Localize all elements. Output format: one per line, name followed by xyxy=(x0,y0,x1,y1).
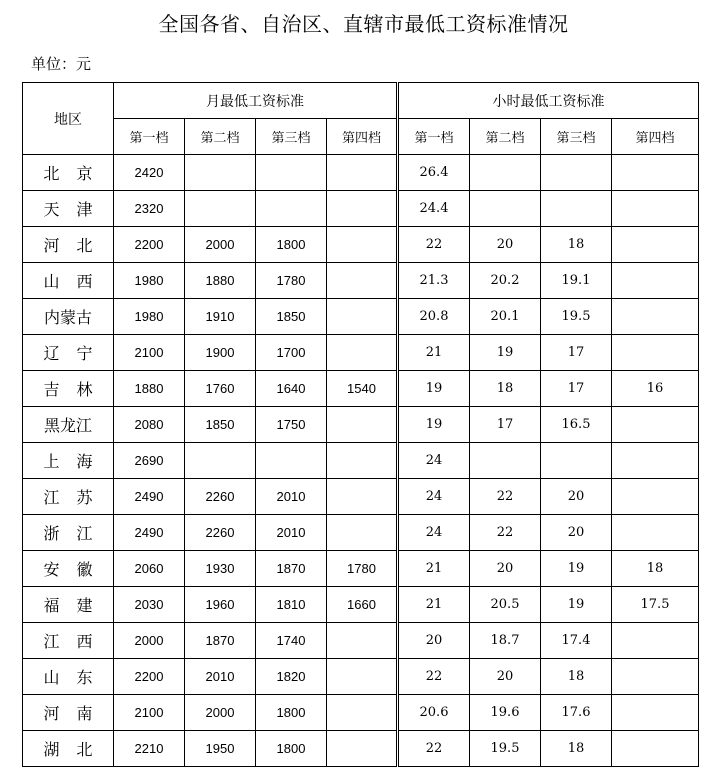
hourly-tier-2-cell: 18.7 xyxy=(470,623,541,659)
table-row xyxy=(23,371,699,407)
hourly-tier-4-cell xyxy=(612,731,699,767)
hourly-tier-3-cell: 17.6 xyxy=(541,695,612,731)
monthly-tier-4-cell xyxy=(327,335,398,371)
monthly-tier-3-cell: 1780 xyxy=(256,263,327,299)
hourly-tier-4-cell xyxy=(612,263,699,299)
hourly-tier-3-cell: 19.1 xyxy=(541,263,612,299)
hourly-tier-1-cell: 21 xyxy=(398,335,470,371)
region-name: 福建 xyxy=(43,596,110,615)
table-row xyxy=(23,191,699,227)
region-cell xyxy=(23,155,114,191)
monthly-tier-1-cell: 2490 xyxy=(114,515,185,551)
monthly-tier-3-cell: 2010 xyxy=(256,515,327,551)
monthly-tier-4-cell: 1660 xyxy=(327,587,398,623)
region-name: 山西 xyxy=(43,272,110,291)
monthly-tier-1-cell: 1980 xyxy=(114,263,185,299)
hourly-tier-3-cell: 20 xyxy=(541,479,612,515)
hourly-tier-2-cell xyxy=(470,155,541,191)
table-row xyxy=(23,263,699,299)
hourly-tier-3-cell: 18 xyxy=(541,731,612,767)
hourly-tier-1-cell: 19 xyxy=(398,407,470,443)
monthly-tier-1-cell: 2420 xyxy=(114,155,185,191)
region-cell xyxy=(23,623,114,659)
hourly-tier-3-cell: 20 xyxy=(541,515,612,551)
region-cell xyxy=(23,695,114,731)
hourly-tier-3-cell: 16.5 xyxy=(541,407,612,443)
region-name: 安徽 xyxy=(43,560,110,579)
region-cell xyxy=(23,515,114,551)
monthly-tier-1-cell: 2100 xyxy=(114,695,185,731)
monthly-tier-3-cell: 2010 xyxy=(256,479,327,515)
hourly-tier-1-cell: 20.6 xyxy=(398,695,470,731)
region-cell xyxy=(23,443,114,479)
hourly-tier-4-cell xyxy=(612,335,699,371)
monthly-tier-3-cell xyxy=(256,443,327,479)
hourly-tier-3-cell: 17.4 xyxy=(541,623,612,659)
hourly-tier-2-cell: 20.2 xyxy=(470,263,541,299)
table-body xyxy=(23,155,699,767)
monthly-tier-2-cell: 2260 xyxy=(185,515,256,551)
region-cell xyxy=(23,587,114,623)
table-row xyxy=(23,227,699,263)
monthly-tier-3-cell: 1800 xyxy=(256,695,327,731)
region-cell xyxy=(23,227,114,263)
region-name: 河北 xyxy=(43,236,110,255)
hourly-tier-4-cell xyxy=(612,407,699,443)
hourly-tier-4-cell xyxy=(612,695,699,731)
hourly-tier-4-cell xyxy=(612,623,699,659)
hourly-tier-1-cell: 24 xyxy=(398,515,470,551)
hourly-tier-2-cell xyxy=(470,443,541,479)
hourly-tier-4-cell: 17.5 xyxy=(612,587,699,623)
table-row xyxy=(23,659,699,695)
region-header: 地区 xyxy=(23,83,114,155)
table-row xyxy=(23,515,699,551)
region-cell xyxy=(23,371,114,407)
header-group-row xyxy=(23,83,699,119)
monthly-tier-3-cell: 1870 xyxy=(256,551,327,587)
region-name: 江西 xyxy=(43,632,110,651)
monthly-tier-2-cell: 1880 xyxy=(185,263,256,299)
monthly-tier-1-cell: 2030 xyxy=(114,587,185,623)
monthly-tier-2-cell: 1870 xyxy=(185,623,256,659)
hourly-tier-2-header: 第二档 xyxy=(470,119,541,155)
hourly-tier-4-cell: 16 xyxy=(612,371,699,407)
table-row xyxy=(23,479,699,515)
table-row xyxy=(23,443,699,479)
hourly-tier-2-cell: 22 xyxy=(470,479,541,515)
hourly-tier-3-cell: 19 xyxy=(541,551,612,587)
region-cell xyxy=(23,335,114,371)
hourly-tier-4-cell xyxy=(612,155,699,191)
hourly-tier-4-cell xyxy=(612,479,699,515)
hourly-tier-2-cell: 20 xyxy=(470,659,541,695)
hourly-tier-2-cell: 19 xyxy=(470,335,541,371)
monthly-tier-4-cell xyxy=(327,227,398,263)
monthly-tier-2-cell: 2260 xyxy=(185,479,256,515)
monthly-tier-4-cell xyxy=(327,515,398,551)
hourly-tier-1-cell: 19 xyxy=(398,371,470,407)
monthly-tier-3-cell: 1800 xyxy=(256,731,327,767)
monthly-tier-3-cell: 1750 xyxy=(256,407,327,443)
hourly-tier-3-cell: 19 xyxy=(541,587,612,623)
region-cell xyxy=(23,299,114,335)
hourly-tier-1-cell: 22 xyxy=(398,731,470,767)
monthly-tier-1-cell: 1980 xyxy=(114,299,185,335)
table-row xyxy=(23,731,699,767)
monthly-tier-3-cell: 1640 xyxy=(256,371,327,407)
monthly-tier-1-cell: 2320 xyxy=(114,191,185,227)
hourly-tier-2-cell: 19.6 xyxy=(470,695,541,731)
region-cell xyxy=(23,263,114,299)
monthly-tier-1-cell: 2060 xyxy=(114,551,185,587)
monthly-tier-1-cell: 2690 xyxy=(114,443,185,479)
hourly-tier-3-cell xyxy=(541,155,612,191)
hourly-tier-2-cell: 20 xyxy=(470,227,541,263)
table-row xyxy=(23,623,699,659)
hourly-tier-3-cell: 17 xyxy=(541,335,612,371)
region-cell xyxy=(23,479,114,515)
region-name: 辽宁 xyxy=(43,344,110,363)
hourly-tier-4-cell xyxy=(612,299,699,335)
monthly-tier-4-cell xyxy=(327,299,398,335)
monthly-tier-2-cell: 2000 xyxy=(185,695,256,731)
monthly-tier-3-cell: 1820 xyxy=(256,659,327,695)
region-name: 上海 xyxy=(43,452,110,471)
monthly-header: 月最低工资标准 xyxy=(114,83,398,119)
monthly-tier-2-cell: 1910 xyxy=(185,299,256,335)
hourly-tier-3-cell: 18 xyxy=(541,227,612,263)
region-name: 湖北 xyxy=(43,740,110,759)
region-name: 山东 xyxy=(43,668,110,687)
hourly-tier-1-cell: 24 xyxy=(398,443,470,479)
monthly-tier-3-cell xyxy=(256,191,327,227)
hourly-tier-4-cell xyxy=(612,515,699,551)
region-name: 黑龙江 xyxy=(43,416,92,435)
hourly-tier-1-cell: 21 xyxy=(398,551,470,587)
table-row xyxy=(23,587,699,623)
monthly-tier-2-cell: 1960 xyxy=(185,587,256,623)
monthly-tier-4-cell xyxy=(327,407,398,443)
hourly-tier-2-cell xyxy=(470,191,541,227)
region-name: 江苏 xyxy=(43,488,110,507)
hourly-tier-1-cell: 22 xyxy=(398,659,470,695)
monthly-tier-1-cell: 2490 xyxy=(114,479,185,515)
monthly-tier-2-cell xyxy=(185,191,256,227)
region-name: 浙江 xyxy=(43,524,110,543)
monthly-tier-4-cell: 1540 xyxy=(327,371,398,407)
hourly-tier-2-cell: 19.5 xyxy=(470,731,541,767)
hourly-tier-1-cell: 24.4 xyxy=(398,191,470,227)
region-cell xyxy=(23,659,114,695)
hourly-tier-3-cell: 17 xyxy=(541,371,612,407)
monthly-tier-1-cell: 2210 xyxy=(114,731,185,767)
monthly-tier-1-cell: 2100 xyxy=(114,335,185,371)
hourly-tier-2-cell: 20.1 xyxy=(470,299,541,335)
region-name: 内蒙古 xyxy=(43,308,92,327)
monthly-tier-3-header: 第三档 xyxy=(256,119,327,155)
monthly-tier-3-cell: 1740 xyxy=(256,623,327,659)
monthly-tier-3-cell: 1850 xyxy=(256,299,327,335)
table-row xyxy=(23,155,699,191)
unit-label: 单位：元 xyxy=(31,55,92,73)
table-row xyxy=(23,551,699,587)
monthly-tier-4-cell xyxy=(327,695,398,731)
monthly-tier-3-cell: 1800 xyxy=(256,227,327,263)
hourly-tier-4-cell xyxy=(612,191,699,227)
hourly-tier-1-cell: 26.4 xyxy=(398,155,470,191)
table-row xyxy=(23,299,699,335)
region-cell xyxy=(23,191,114,227)
monthly-tier-4-cell xyxy=(327,443,398,479)
hourly-tier-1-cell: 20 xyxy=(398,623,470,659)
monthly-tier-1-cell: 2000 xyxy=(114,623,185,659)
region-name: 天津 xyxy=(43,200,110,219)
monthly-tier-4-cell xyxy=(327,191,398,227)
header-tier-row xyxy=(23,119,699,155)
region-name: 吉林 xyxy=(43,380,110,399)
monthly-tier-4-header: 第四档 xyxy=(327,119,398,155)
monthly-tier-2-cell: 1850 xyxy=(185,407,256,443)
table-row xyxy=(23,407,699,443)
region-name: 河南 xyxy=(43,704,110,723)
monthly-tier-4-cell xyxy=(327,155,398,191)
table-row xyxy=(23,335,699,371)
minimum-wage-table xyxy=(22,82,699,767)
hourly-tier-2-cell: 22 xyxy=(470,515,541,551)
hourly-tier-3-cell xyxy=(541,191,612,227)
monthly-tier-4-cell xyxy=(327,659,398,695)
hourly-tier-3-cell: 19.5 xyxy=(541,299,612,335)
monthly-tier-1-cell: 2200 xyxy=(114,227,185,263)
monthly-tier-4-cell xyxy=(327,263,398,299)
hourly-tier-1-header: 第一档 xyxy=(398,119,470,155)
monthly-tier-1-cell: 1880 xyxy=(114,371,185,407)
hourly-tier-3-cell xyxy=(541,443,612,479)
hourly-tier-4-header: 第四档 xyxy=(612,119,699,155)
region-name: 北京 xyxy=(43,164,110,183)
table-row xyxy=(23,695,699,731)
hourly-tier-3-header: 第三档 xyxy=(541,119,612,155)
hourly-tier-2-cell: 17 xyxy=(470,407,541,443)
hourly-tier-4-cell: 18 xyxy=(612,551,699,587)
region-cell xyxy=(23,407,114,443)
hourly-header: 小时最低工资标准 xyxy=(398,83,699,119)
monthly-tier-4-cell xyxy=(327,731,398,767)
hourly-tier-1-cell: 24 xyxy=(398,479,470,515)
hourly-tier-2-cell: 18 xyxy=(470,371,541,407)
hourly-tier-1-cell: 21.3 xyxy=(398,263,470,299)
monthly-tier-2-cell xyxy=(185,443,256,479)
region-cell xyxy=(23,731,114,767)
monthly-tier-4-cell: 1780 xyxy=(327,551,398,587)
monthly-tier-2-cell: 2000 xyxy=(185,227,256,263)
hourly-tier-1-cell: 22 xyxy=(398,227,470,263)
monthly-tier-1-header: 第一档 xyxy=(114,119,185,155)
monthly-tier-3-cell xyxy=(256,155,327,191)
hourly-tier-3-cell: 18 xyxy=(541,659,612,695)
monthly-tier-2-cell xyxy=(185,155,256,191)
hourly-tier-2-cell: 20.5 xyxy=(470,587,541,623)
hourly-tier-4-cell xyxy=(612,443,699,479)
monthly-tier-2-cell: 1930 xyxy=(185,551,256,587)
monthly-tier-2-cell: 1900 xyxy=(185,335,256,371)
monthly-tier-2-cell: 1950 xyxy=(185,731,256,767)
monthly-tier-2-header: 第二档 xyxy=(185,119,256,155)
monthly-tier-3-cell: 1700 xyxy=(256,335,327,371)
monthly-tier-3-cell: 1810 xyxy=(256,587,327,623)
monthly-tier-4-cell xyxy=(327,623,398,659)
monthly-tier-1-cell: 2080 xyxy=(114,407,185,443)
hourly-tier-1-cell: 20.8 xyxy=(398,299,470,335)
hourly-tier-1-cell: 21 xyxy=(398,587,470,623)
hourly-tier-4-cell xyxy=(612,659,699,695)
page-title: 全国各省、自治区、直辖市最低工资标准情况 xyxy=(158,12,569,36)
monthly-tier-2-cell: 2010 xyxy=(185,659,256,695)
hourly-tier-2-cell: 20 xyxy=(470,551,541,587)
monthly-tier-2-cell: 1760 xyxy=(185,371,256,407)
region-cell xyxy=(23,551,114,587)
hourly-tier-4-cell xyxy=(612,227,699,263)
monthly-tier-1-cell: 2200 xyxy=(114,659,185,695)
monthly-tier-4-cell xyxy=(327,479,398,515)
